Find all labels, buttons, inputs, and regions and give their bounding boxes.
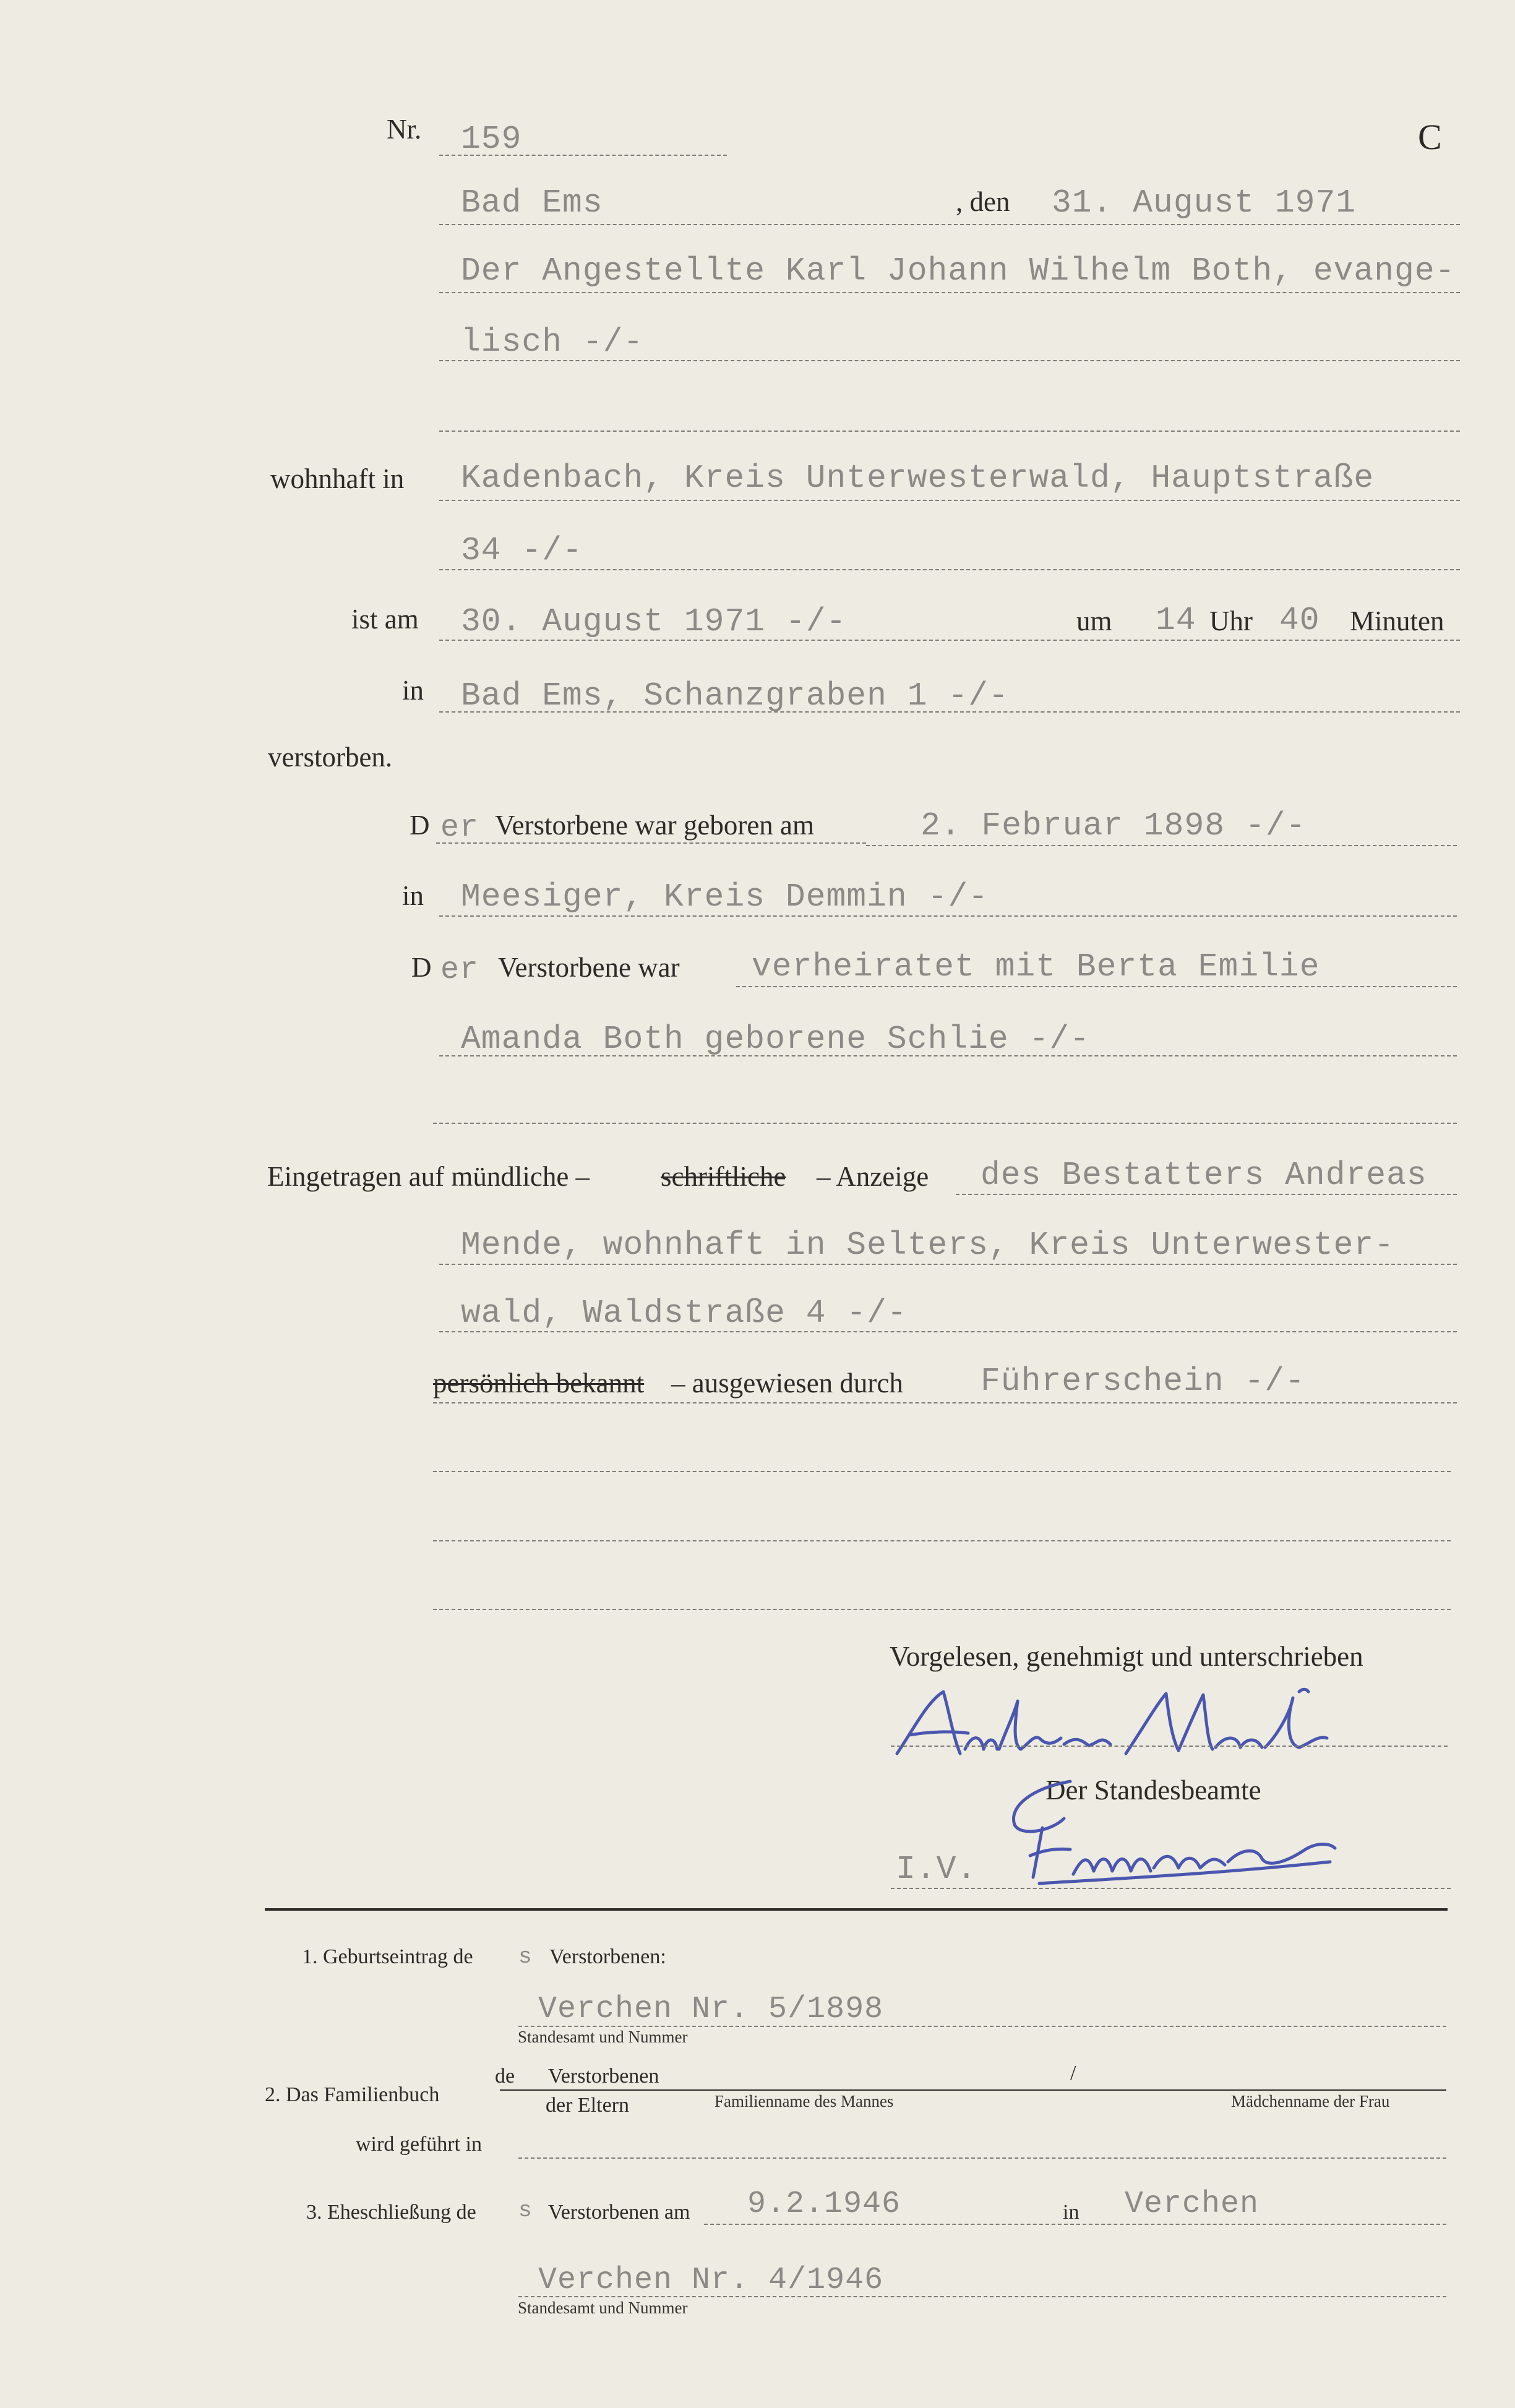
deceased-intro-line1: Der Angestellte Karl Johann Wilhelm Both, evange- — [461, 252, 1456, 289]
item3-rule-2 — [518, 2296, 1446, 2297]
item1-label-a: 1. Geburtseintrag de — [302, 1945, 473, 1968]
section-divider — [265, 1908, 1448, 1911]
report-line3: wald, Waldstraße 4 -/- — [461, 1295, 908, 1332]
death-date-rule — [439, 640, 1460, 641]
registrar-label: Der Standesbeamte — [1045, 1775, 1261, 1806]
time-uhr-label: Uhr — [1209, 606, 1253, 636]
nr-label: Nr. — [387, 114, 422, 145]
registrar-prefix: I.V. — [896, 1851, 977, 1888]
marital-rule-2 — [439, 1055, 1457, 1056]
informant-signature — [891, 1676, 1336, 1769]
date-label: , den — [956, 186, 1010, 217]
informant-signature-rule — [891, 1746, 1448, 1747]
item2-option2: der Eltern — [546, 2094, 629, 2117]
marital-line1: verheiratet mit Berta Emilie — [752, 948, 1320, 985]
item3-place: Verchen — [1125, 2187, 1260, 2222]
item2-option1: Verstorbenen — [548, 2065, 659, 2088]
item1-article: s — [518, 1944, 532, 1969]
item3-label-b: Verstorbenen am — [548, 2201, 690, 2224]
item1-value: Verchen Nr. 5/1898 — [538, 1992, 884, 2027]
birth-place: Meesiger, Kreis Demmin -/- — [461, 878, 989, 915]
residence-line2: 34 -/- — [461, 532, 583, 569]
birth-place-rule — [439, 915, 1457, 917]
id-label: – ausgewiesen durch — [671, 1368, 903, 1399]
item1-rule — [518, 2026, 1446, 2027]
report-label-struck: schriftliche — [661, 1161, 786, 1192]
marital-label: Verstorbene war — [498, 952, 680, 983]
item3-sub: Standesamt und Nummer — [518, 2299, 688, 2317]
item3-value: Verchen Nr. 4/1946 — [538, 2263, 884, 2298]
id-value: Führerschein -/- — [981, 1363, 1305, 1400]
death-date-value: 30. August 1971 -/- — [461, 603, 847, 640]
report-rule-3 — [439, 1331, 1457, 1332]
time-minutes: 40 — [1279, 602, 1320, 639]
item2-label: 2. Das Familienbuch — [265, 2083, 440, 2106]
item3-date: 9.2.1946 — [747, 2187, 901, 2222]
time-um-label: um — [1076, 606, 1112, 636]
item3-rule-1 — [704, 2224, 1446, 2225]
verstorben-label: verstorben. — [268, 742, 393, 773]
item2-kept-rule — [518, 2157, 1446, 2159]
date-value: 31. August 1971 — [1052, 184, 1357, 221]
nr-line — [439, 155, 727, 156]
intro-line2-rule — [439, 360, 1460, 361]
birth-label-rule — [436, 842, 866, 844]
report-label-1: Eingetragen auf mündliche – — [267, 1161, 590, 1192]
birth-prefix: D — [410, 810, 430, 841]
read-approved-label: Vorgelesen, genehmigt und unterschrieben — [890, 1641, 1363, 1672]
registrar-signature — [996, 1769, 1342, 1893]
item2-husband-caption: Familienname des Mannes — [715, 2092, 894, 2110]
item2-rule — [500, 2089, 1446, 2091]
blank-rule-1 — [439, 431, 1460, 432]
deceased-intro-line2: lisch -/- — [461, 323, 644, 361]
marital-prefix: D — [411, 952, 432, 983]
report-line1: des Bestatters Andreas — [981, 1157, 1427, 1194]
item3-article: s — [518, 2198, 532, 2223]
series-letter: C — [1418, 117, 1442, 157]
id-rule — [433, 1402, 1457, 1403]
item2-option1-prefix: de — [495, 2065, 515, 2088]
intro-line1-rule — [439, 292, 1460, 293]
item3-label-a: 3. Eheschließung de — [306, 2201, 476, 2224]
item1-sub: Standesamt und Nummer — [518, 2028, 688, 2046]
residence-rule-2 — [439, 569, 1460, 570]
birth-article: er — [440, 810, 479, 846]
death-place-rule — [439, 711, 1460, 713]
report-line2: Mende, wohnhaft in Selters, Kreis Unterwester- — [461, 1227, 1395, 1264]
birth-date: 2. Februar 1898 -/- — [921, 807, 1307, 844]
place-value: Bad Ems — [461, 184, 603, 221]
report-label-2: – Anzeige — [817, 1161, 929, 1192]
item2-kept-label: wird geführt in — [356, 2133, 482, 2156]
item1-label-b: Verstorbenen: — [549, 1945, 666, 1968]
death-place-value: Bad Ems, Schanzgraben 1 -/- — [461, 677, 1009, 714]
residence-rule-1 — [439, 500, 1460, 501]
birth-date-rule — [866, 845, 1457, 846]
time-hour: 14 — [1156, 602, 1196, 639]
birth-label: Verstorbene war geboren am — [495, 810, 815, 841]
item2-slash: / — [1070, 2062, 1076, 2085]
report-rule-1 — [956, 1194, 1457, 1195]
id-struck: persönlich bekannt — [433, 1368, 645, 1399]
residence-label: wohnhaft in — [270, 463, 405, 494]
time-minutes-label: Minuten — [1350, 606, 1444, 636]
blank-rule-5 — [433, 1609, 1451, 1610]
place-date-line — [439, 224, 1460, 225]
residence-line1: Kadenbach, Kreis Unterwesterwald, Hauptstraße — [461, 460, 1375, 497]
marital-line2: Amanda Both geborene Schlie -/- — [461, 1021, 1090, 1058]
marital-rule-1 — [736, 986, 1457, 987]
registrar-signature-rule — [891, 1888, 1451, 1889]
death-place-label: in — [402, 675, 424, 706]
report-rule-2 — [439, 1264, 1457, 1265]
blank-rule-2 — [433, 1123, 1457, 1124]
marital-article: er — [440, 953, 479, 988]
nr-value: 159 — [461, 121, 522, 158]
blank-rule-3 — [433, 1471, 1451, 1472]
birth-place-label: in — [402, 880, 424, 911]
blank-rule-4 — [433, 1540, 1451, 1541]
item3-in-label: in — [1063, 2201, 1079, 2224]
item2-wife-caption: Mädchenname der Frau — [1231, 2092, 1390, 2110]
death-date-label: ist am — [351, 604, 419, 635]
